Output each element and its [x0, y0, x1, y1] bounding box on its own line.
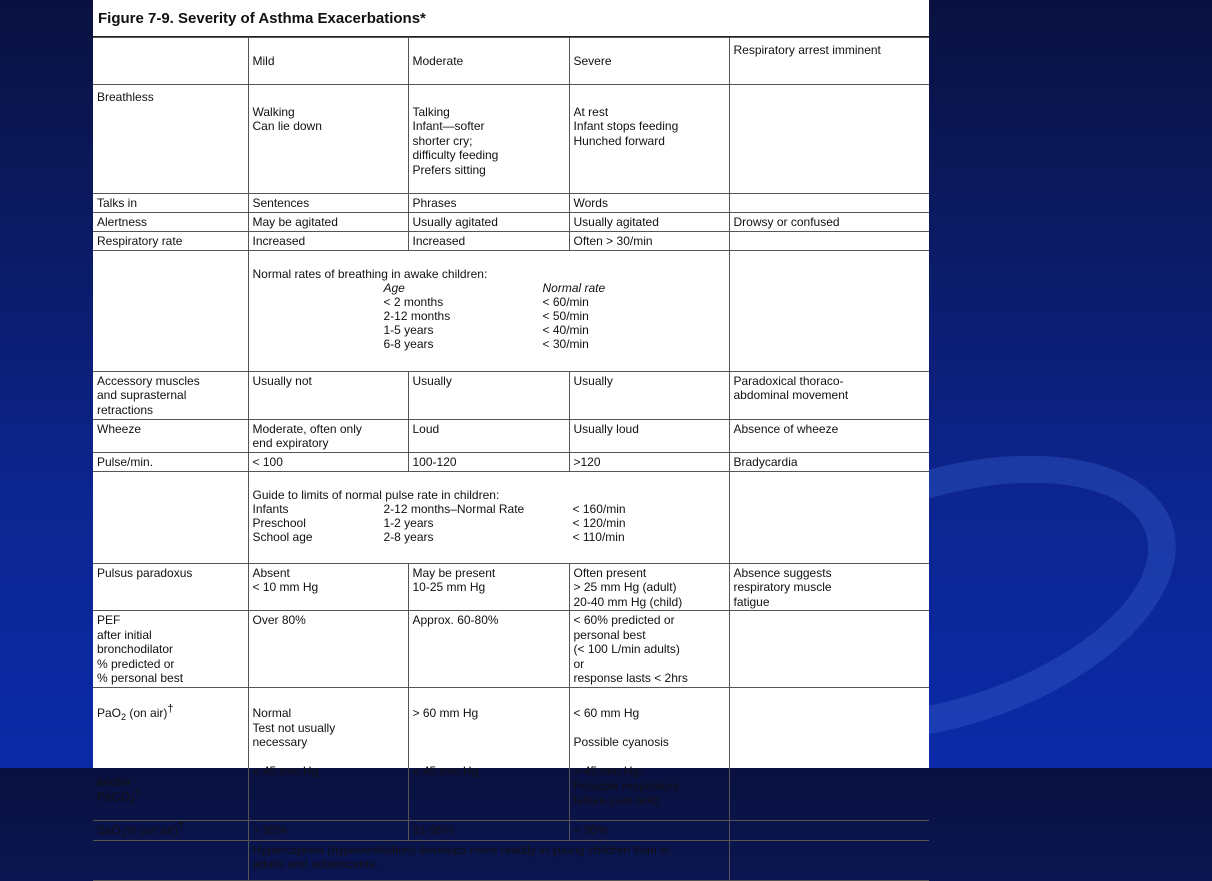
row-pulse-note — [93, 471, 929, 563]
cell-gas-moderate — [408, 687, 569, 820]
row-talks — [93, 193, 929, 212]
row-footer-note — [93, 840, 929, 880]
cell-resp-rate-mild: Increased — [248, 231, 408, 250]
resp-note-age: 6-8 years — [383, 337, 434, 351]
cell-alertness-moderate: Usually agitated — [408, 212, 569, 231]
label-pef: PEF after initial bronchodilator % predicted or % personal best — [93, 611, 248, 688]
cell-alertness-severe: Usually agitated — [569, 212, 729, 231]
cell-pef-severe: < 60% predicted or personal best (< 100 L/min adults) or response lasts < 2hrs — [569, 611, 729, 688]
cell-pulse-mild: < 100 — [248, 452, 408, 471]
cell-resp-rate-severe: Often > 30/min — [569, 231, 729, 250]
resp-note-age: 1-5 years — [383, 323, 434, 337]
footer-note-blank — [93, 840, 248, 880]
pulse-note-age: 1-2 years — [383, 516, 434, 530]
cell-talks-moderate: Phrases — [408, 193, 569, 212]
label-talks: Talks in — [93, 193, 248, 212]
label-sao2: SaO$_2$% (on air)† — [93, 820, 248, 840]
cell-breathless-mild — [248, 85, 408, 194]
label-wheeze: Wheeze — [93, 419, 248, 452]
cell-accessory-mild: Usually not — [248, 371, 408, 419]
cell-breathless-severe — [569, 85, 729, 194]
cell-gas-severe — [569, 687, 729, 820]
resp-note-age: < 2 months — [383, 295, 444, 309]
label-pulse: Pulse/min. — [93, 452, 248, 471]
resp-note-blank — [93, 250, 248, 371]
gas-severe-top: < 60 mm Hg Possible cyanosis — [573, 706, 669, 749]
cell-pef-mild: Over 80% — [248, 611, 408, 688]
severity-table — [93, 37, 929, 881]
cell-pulse-arrest: Bradycardia — [729, 452, 929, 471]
resp-note-rate: < 40/min — [542, 323, 589, 337]
resp-note-age-header: Age — [383, 281, 405, 295]
row-wheeze — [93, 419, 929, 452]
label-breathless: Breathless — [93, 85, 248, 194]
cell-sao2-arrest — [729, 820, 929, 840]
gas-moderate-top: > 60 mm Hg — [412, 706, 479, 720]
row-pulsus — [93, 563, 929, 611]
header-blank — [93, 38, 248, 85]
pulse-note-age: 2-8 years — [383, 530, 434, 544]
pulse-note-cell — [248, 471, 729, 563]
cell-accessory-severe: Usually — [569, 371, 729, 419]
resp-note-arrest-blank — [729, 250, 929, 371]
breathless-moderate-top: Talking Infant—softer shorter cry; difficulty feeding — [412, 104, 499, 162]
breathless-mild-top: Walking — [252, 104, 295, 119]
slide — [93, 0, 929, 871]
cell-wheeze-severe: Usually loud — [569, 419, 729, 452]
row-breathless — [93, 85, 929, 194]
pulse-note-heading: Guide to limits of normal pulse rate in children: — [252, 488, 500, 502]
cell-sao2-mild: > 95% — [248, 820, 408, 840]
resp-note-rate: < 30/min — [542, 337, 589, 351]
resp-note-rate: < 50/min — [542, 309, 589, 323]
cell-pulsus-severe: Often present > 25 mm Hg (adult) 20-40 mm Hg (child) — [569, 563, 729, 611]
row-resp-note — [93, 250, 929, 371]
cell-breathless-arrest — [729, 85, 929, 194]
label-resp-rate: Respiratory rate — [93, 231, 248, 250]
pao2-label: PaO$_2$ (on air)† — [97, 703, 174, 722]
cell-alertness-arrest: Drowsy or confused — [729, 212, 929, 231]
cell-resp-rate-moderate: Increased — [408, 231, 569, 250]
cell-wheeze-arrest: Absence of wheeze — [729, 419, 929, 452]
cell-gas-mild — [248, 687, 408, 820]
pulse-note-group: School age — [252, 530, 313, 544]
figure-title: Figure 7-9. Severity of Asthma Exacerbations* — [98, 10, 426, 27]
breathless-severe-bottom: Hunched forward — [573, 133, 665, 148]
gas-moderate-bottom: < 45 mm Hg — [412, 764, 479, 778]
cell-resp-rate-arrest — [729, 231, 929, 250]
cell-talks-arrest — [729, 193, 929, 212]
cell-wheeze-mild: Moderate, often only end expiratory — [248, 419, 408, 452]
row-pef — [93, 611, 929, 688]
cell-sao2-moderate: 91-95% — [408, 820, 569, 840]
header-severe: Severe — [569, 38, 729, 85]
label-accessory: Accessory muscles and suprasternal retractions — [93, 371, 248, 419]
cell-talks-mild: Sentences — [248, 193, 408, 212]
cell-accessory-moderate: Usually — [408, 371, 569, 419]
row-resp-rate — [93, 231, 929, 250]
breathless-moderate-bottom: Prefers sitting — [412, 162, 486, 177]
resp-note-age: 2-12 months — [383, 309, 451, 323]
footer-note: Hypercapnea (hypoventilation) develops more readily in young children than in adults and adolescents. — [248, 840, 729, 880]
pulse-note-limit: < 110/min — [572, 530, 625, 544]
cell-pulsus-moderate: May be present 10-25 mm Hg — [408, 563, 569, 611]
row-pulse — [93, 452, 929, 471]
cell-breathless-moderate — [408, 85, 569, 194]
cell-alertness-mild: May be agitated — [248, 212, 408, 231]
row-blood-gas — [93, 687, 929, 820]
header-moderate: Moderate — [408, 38, 569, 85]
label-alertness: Alertness — [93, 212, 248, 231]
gas-mild-bottom: < 45 mm Hg — [252, 764, 319, 778]
pulse-note-age: 2-12 months–Normal Rate — [383, 502, 525, 516]
row-accessory — [93, 371, 929, 419]
gas-mild-top: Normal Test not usually necessary — [252, 706, 336, 749]
cell-pulsus-mild: Absent < 10 mm Hg — [248, 563, 408, 611]
cell-pulsus-arrest: Absence suggests respiratory muscle fatigue — [729, 563, 929, 611]
gas-severe-bottom: > 45 mm Hg; Possible respiratory failure (see text) — [573, 764, 679, 807]
cell-gas-arrest — [729, 687, 929, 820]
pulse-note-limit: < 120/min — [572, 516, 626, 530]
cell-pef-arrest — [729, 611, 929, 688]
resp-note-cell — [248, 250, 729, 371]
cell-accessory-arrest: Paradoxical thoraco- abdominal movement — [729, 371, 929, 419]
header-mild: Mild — [248, 38, 408, 85]
resp-note-rate: < 60/min — [542, 295, 589, 309]
header-row — [93, 38, 929, 85]
pulse-note-limit: < 160/min — [572, 502, 626, 516]
resp-note-heading: Normal rates of breathing in awake children: — [252, 267, 488, 281]
resp-note-rate-header: Normal rate — [542, 281, 606, 295]
cell-sao2-severe: < 90% — [569, 820, 729, 840]
pulse-note-group: Infants — [252, 502, 289, 516]
cell-pulse-moderate: 100-120 — [408, 452, 569, 471]
cell-wheeze-moderate: Loud — [408, 419, 569, 452]
label-pulsus: Pulsus paradoxus — [93, 563, 248, 611]
pulse-note-blank — [93, 471, 248, 563]
cell-pulse-severe: >120 — [569, 452, 729, 471]
breathless-mild-bottom: Can lie down — [252, 119, 322, 133]
row-sao2 — [93, 820, 929, 840]
pulse-note-arrest-blank — [729, 471, 929, 563]
cell-pef-moderate: Approx. 60-80% — [408, 611, 569, 688]
breathless-severe-top: At rest Infant stops feeding — [573, 104, 679, 133]
paco2-label: and/or PaCO$_2$† — [97, 775, 141, 806]
cell-talks-severe: Words — [569, 193, 729, 212]
header-arrest: Respiratory arrest imminent — [729, 38, 929, 85]
label-blood-gas — [93, 687, 248, 820]
row-alertness — [93, 212, 929, 231]
footer-note-arrest-blank — [729, 840, 929, 880]
pulse-note-group: Preschool — [252, 516, 306, 530]
